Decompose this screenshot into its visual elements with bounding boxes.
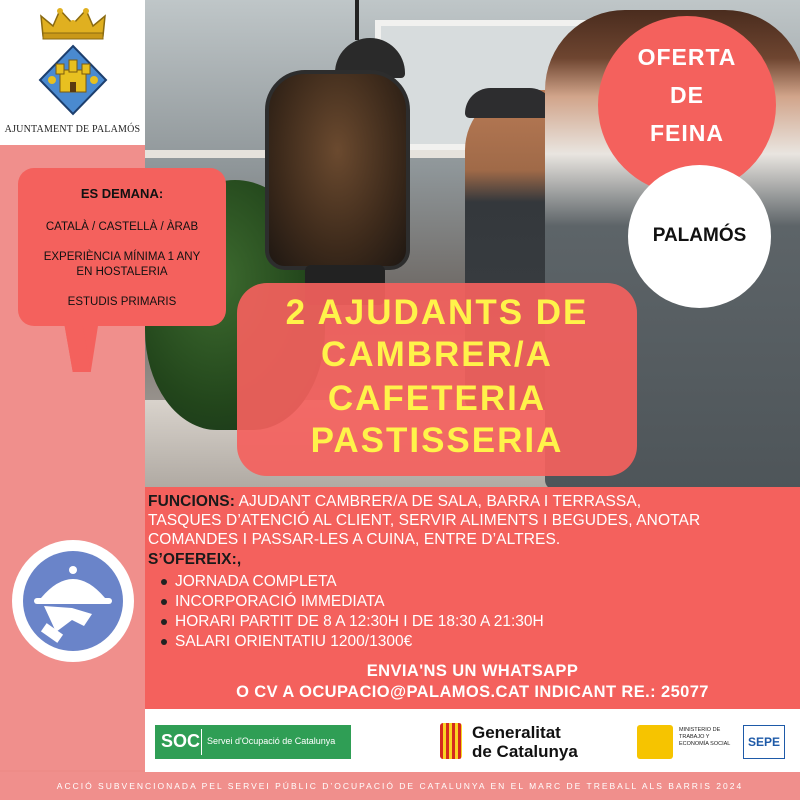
offer-line-3: FEINA: [650, 120, 724, 146]
sepe-box: [743, 725, 785, 759]
job-title-line-1: 2 AJUDANTS DE: [285, 293, 589, 332]
bullet-icon: [161, 639, 167, 645]
functions-text-1: AJUDANT CAMBRER/A DE SALA, BARRA I TERRASSA,: [238, 493, 642, 510]
footer-text: ACCIÓ SUBVENCIONADA PEL SERVEI PÚBLIC D’OCUPACIÓ DE CATALUNYA EN EL MARC DE TREBALL ALS BARRIS 2024: [56, 781, 744, 791]
ministry-sepe-logo: [637, 721, 787, 765]
waiter-tray-icon: [12, 540, 134, 662]
requirement-languages: CATALÀ / CASTELLÀ / ÀRAB: [45, 221, 199, 233]
offer-item-text: INCORPORACIÓ IMMEDIATA: [175, 593, 385, 610]
spain-coat-icon: [637, 725, 673, 759]
palamos-logo: [0, 0, 145, 145]
offers-label: S’OFEREIX:,: [148, 551, 242, 568]
job-details: [145, 487, 800, 709]
generalitat-logo: [440, 721, 610, 763]
sponsor-logos: [145, 709, 800, 772]
soc-label: SOC: [161, 731, 201, 751]
location-text: PALAMÓS: [652, 225, 747, 246]
functions-label: FUNCIONS:: [148, 493, 236, 510]
crown-icon: [38, 6, 108, 40]
requirements-bubble: [18, 168, 226, 326]
bullet-icon: [161, 599, 167, 605]
photo-lamp-cord: [355, 0, 359, 40]
offer-line-2: DE: [670, 82, 704, 108]
job-title-line-2: CAMBRER/A: [321, 335, 553, 374]
logo-text: AJUNTAMENT DE PALAMÓS: [4, 124, 141, 135]
generalitat-line-1: Generalitat: [472, 723, 561, 742]
soc-logo: [155, 725, 351, 759]
waiter-badge: [12, 540, 134, 662]
job-title-line-4: PASTISSERIA: [310, 421, 564, 460]
offer-line-1: OFERTA: [637, 44, 737, 70]
bullet-icon: [161, 579, 167, 585]
bullet-icon: [161, 619, 167, 625]
palamos-coat-of-arms-icon: [38, 44, 108, 116]
cta-line-1: ENVIA'NS UN WHATSAPP: [366, 662, 579, 680]
soc-subtitle: Servei d'Ocupació de Catalunya: [207, 736, 336, 746]
requirements-title: ES DEMANA:: [80, 186, 164, 201]
sepe-text: SEPE: [748, 735, 781, 749]
offer-item-text: SALARI ORIENTATIU 1200/1300€: [175, 633, 413, 650]
generalitat-line-2: de Catalunya: [472, 742, 578, 761]
functions-line-3: COMANDES I PASSAR-LES A CUINA, ENTRE D’ALTRES.: [148, 531, 561, 548]
cta-line-2: O CV A OCUPACIO@PALAMOS.CAT INDICANT RE.: 25077: [236, 683, 709, 701]
location-badge: [628, 165, 771, 308]
photo-barista-cap: [465, 88, 555, 118]
offer-item: [161, 593, 385, 611]
photo-coffee-grinder: [265, 70, 410, 270]
footer: [0, 772, 800, 800]
requirement-studies: ESTUDIS PRIMARIS: [67, 296, 177, 308]
senyera-icon: [440, 723, 462, 759]
offers-label-line: [148, 551, 241, 569]
job-title-box: [237, 283, 637, 476]
offer-item: [161, 573, 337, 591]
functions-line-1: [148, 493, 641, 511]
offer-item-text: HORARI PARTIT DE 8 A 12:30H I DE 18:30 A 21:30H: [175, 613, 544, 630]
requirement-experience: EXPERIÈNCIA MÍNIMA 1 ANY: [43, 251, 201, 263]
soc-divider: [201, 729, 202, 755]
offer-item: [161, 613, 544, 631]
requirement-experience-cont: EN HOSTALERIA: [76, 266, 168, 278]
functions-line-2: TASQUES D’ATENCIÓ AL CLIENT, SERVIR ALIMENTS I BEGUDES, ANOTAR: [148, 512, 701, 529]
offer-item: [161, 633, 412, 651]
job-title-line-3: CAFETERIA: [327, 379, 547, 418]
ministry-text: MINISTERIO DE TRABAJO Y ECONOMÍA SOCIAL: [679, 727, 731, 747]
offer-item-text: JORNADA COMPLETA: [175, 573, 337, 590]
